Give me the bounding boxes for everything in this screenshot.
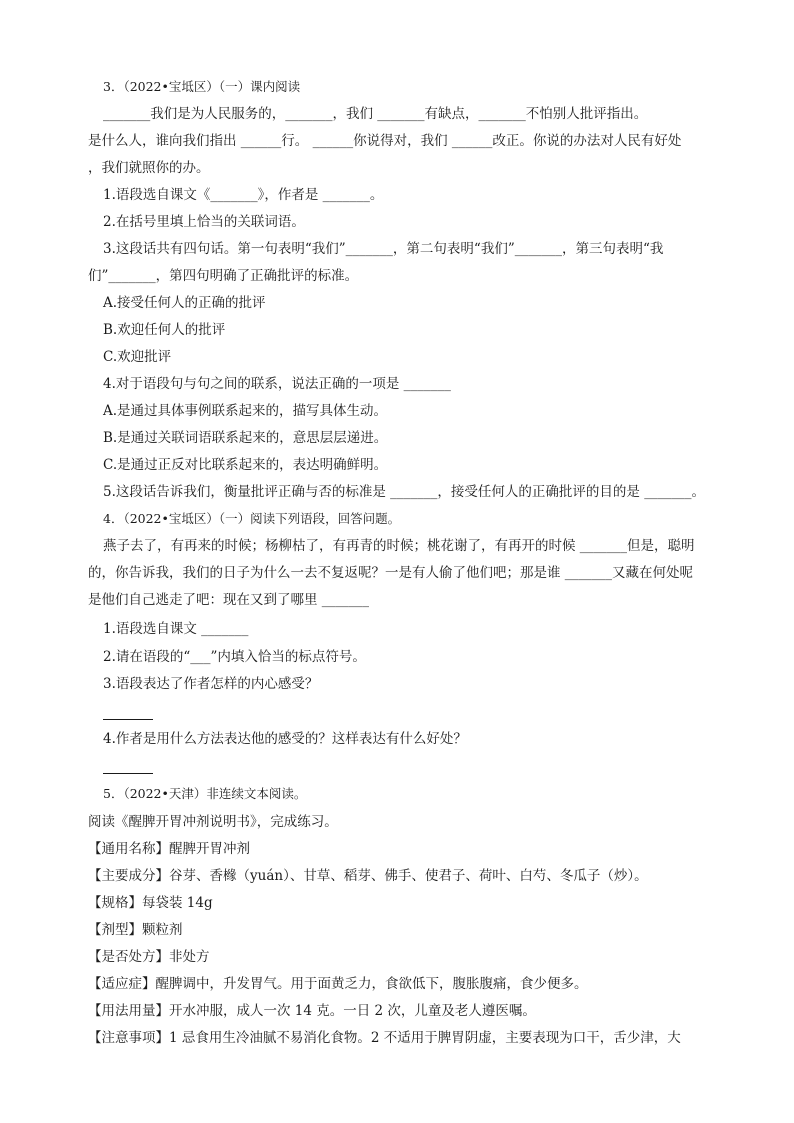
q4-item-2: 2.请在语段的“___”内填入恰当的标点符号。 (103, 649, 366, 665)
q3-item-1: 1.语段选自课文《_______》，作者是 _______。 (103, 187, 384, 203)
q3-item-4-option-c: C.是通过正反对比联系起来的，表达明确鲜明。 (103, 457, 388, 473)
q5-header: 5．（2022•天津）非连续文本阅读。 (103, 786, 307, 801)
q3-item-3-cont: 们”_______，第四句明确了正确批评的标准。 (88, 268, 359, 284)
q5-field-name: 【通用名称】醒脾开胃冲剂 (88, 841, 250, 857)
q3-item-5: 5.这段话告诉我们，衡量批评正确与否的标准是 _______，接受任何人的正确批评的目的是 _______。 (103, 484, 705, 500)
q5-field-dosage: 【用法用量】开水冲服，成人一次 14 克。一日 2 次，儿童及老人遵医嘱。 (88, 1003, 536, 1019)
q3-item-4: 4.对于语段句与句之间的联系，说法正确的一项是 _______ (103, 376, 451, 392)
q4-passage-line-1: 燕子去了，有再来的时候；杨柳枯了，有再青的时候；桃花谢了，有再开的时候 _______但是，聪明 (103, 538, 695, 554)
q4-header: 4．（2022•宝坻区）（一）阅读下列语段，回答问题。 (103, 511, 401, 526)
q3-item-3: 3.这段话共有四句话。第一句表明“我们”_______，第二句表明“我们”_______，第三句表明“我 (103, 241, 664, 257)
q4-item-4: 4.作者是用什么方法表达他的感受的？这样表达有什么好处？ (103, 731, 467, 747)
q5-field-form: 【剂型】颗粒剂 (88, 922, 183, 938)
q3-passage-line-1: _______我们是为人民服务的，_______，我们 _______有缺点，_______不怕别人批评指出。 (103, 106, 648, 122)
q5-field-ingredients: 【主要成分】谷芽、香橼（yuán）、甘草、稻芽、佛手、使君子、荷叶、白芍、冬瓜子（炒）。 (88, 868, 648, 884)
q5-intro: 阅读《醒脾开胃冲剂说明书》，完成练习。 (88, 814, 338, 830)
q3-item-4-option-a: A.是通过具体事例联系起来的，描写具体生动。 (103, 403, 388, 419)
q5-field-precautions: 【注意事项】1 忌食用生冷油腻不易消化食物。2 不适用于脾胃阴虚，主要表现为口干，舌少津，大 (88, 1030, 681, 1046)
q5-field-indications: 【适应症】醒脾调中，升发胃气。用于面黄乏力，食欲低下，腹胀腹痛，食少便多。 (88, 976, 588, 992)
q3-option-c: C.欢迎批评 (103, 349, 172, 365)
q3-option-a: A.接受任何人的正确的批评 (103, 295, 266, 311)
q4-item-4-answer-line (103, 755, 153, 774)
q3-item-2: 2.在括号里填上恰当的关联词语。 (103, 214, 305, 230)
q5-field-spec: 【规格】每袋装 14g (88, 895, 213, 911)
q5-field-prescription: 【是否处方】非处方 (88, 949, 210, 965)
q4-passage-line-3: 是他们自己逃走了吧：现在又到了哪里 _______ (88, 592, 370, 608)
q4-item-3-answer-line (103, 701, 153, 720)
q3-option-b: B.欢迎任何人的批评 (103, 322, 226, 338)
q3-item-4-option-b: B.是通过关联词语联系起来的，意思层层递进。 (103, 430, 388, 446)
q3-passage-line-2: 是什么人，谁向我们指出 ______行。 ______你说得对，我们 ______改正。你说的办法对人民有好处 (88, 133, 682, 149)
q4-item-1: 1.语段选自课文 _______ (103, 621, 249, 637)
q3-passage-line-3: ，我们就照你的办。 (88, 160, 210, 176)
q4-passage-line-2: 的，你告诉我，我们的日子为什么一去不复返呢？一是有人偷了他们吧；那是谁 _______又藏在何处呢 (88, 565, 694, 581)
q3-header: 3．（2022•宝坻区）（一）课内阅读 (103, 79, 301, 94)
q4-item-3: 3.语段表达了作者怎样的内心感受？ (103, 676, 319, 692)
